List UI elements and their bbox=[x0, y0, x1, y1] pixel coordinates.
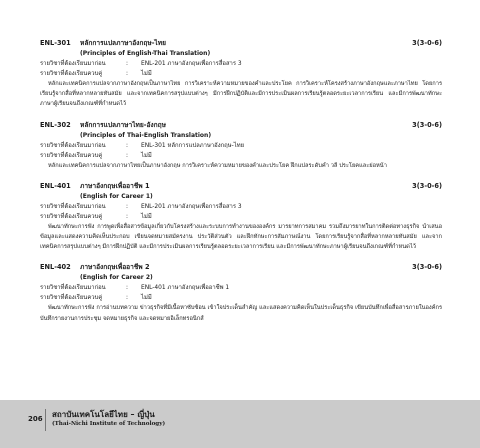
corequisite-label: รายวิชาที่ต้องเรียนควบคู่ bbox=[40, 71, 103, 77]
course-header bbox=[40, 38, 442, 49]
course-code: ENL-401 bbox=[40, 181, 71, 190]
footer-divider bbox=[45, 409, 46, 431]
prerequisite-value: ENL-201 ภาษาอังกฤษเพื่อการสื่อสาร 3 bbox=[141, 203, 242, 210]
colon: : bbox=[126, 142, 128, 149]
corequisite-value: ไม่มี bbox=[141, 152, 152, 159]
corequisite-row bbox=[40, 151, 442, 161]
course-description: พัฒนาทักษะการฟัง การอ่านบทความ ข่าวธุรกิจที่มีเนื้อหาซับซ้อน เข้าใจประเด็นสำคัญ และแสดงความคิดเห็นในประเด็นธุรกิจ เขียนบันทึกเพื่อสื่อสารภายในองค์กร บันทึกรายงานการประชุม จดหมายธุรกิจ และจดหมายอิเล็กทรอนิกส์ bbox=[40, 305, 442, 322]
prerequisite-label: รายวิชาที่ต้องเรียนมาก่อน bbox=[40, 142, 106, 149]
corequisite-label: รายวิชาที่ต้องเรียนควบคู่ bbox=[40, 295, 103, 302]
course-header bbox=[40, 120, 442, 131]
course-description: หลักและเทคนิคการแปลจากภาษาไทยเป็นภาษาอังกฤษ การวิเคราะห์ความหมายของคำและประโยค ฝึกแปลระดับคำ วลี ประโยคและย่อหน้า bbox=[48, 162, 387, 169]
course-entry bbox=[40, 120, 442, 171]
course-title: ภาษาอังกฤษเพื่ออาชีพ 1 bbox=[80, 181, 150, 190]
course-list bbox=[40, 38, 442, 334]
colon: : bbox=[126, 213, 128, 220]
prerequisite-row bbox=[40, 283, 442, 293]
colon: : bbox=[126, 203, 128, 210]
prerequisite-value: ENL-201 ภาษาอังกฤษเพื่อการสื่อสาร 3 bbox=[141, 61, 242, 67]
course-subtitle: (English for Career 1) bbox=[80, 192, 153, 200]
course-description: หลักและเทคนิคการแปลจากภาษาอังกฤษเป็นภาษาไทย การวิเคราะห์ความหมายของคำและประโยค การวิเคราะห์โครงสร้างภาษาอังกฤษและภาษาไทย โดยการเรียนรู้จากสื่อที่หลากหลายทันสมัย และจากเทคนิคการสรุปแบบต่างๆ มีการฝึกปฏิบัติและมีการประเมินผลการเรียนรู้ตลอดระยะเวลาการเรียน และมีการพัฒนาทักษะภาษาผู้เรียนจนถึงเกณฑ์ที่กำหนดไว้ bbox=[40, 81, 442, 108]
prerequisite-row bbox=[40, 59, 442, 69]
course-credit: 3(3-0-6) bbox=[412, 120, 442, 129]
prerequisite-value: ENL-301 หลักการแปลภาษาอังกฤษ-ไทย bbox=[141, 142, 245, 149]
prerequisite-label: รายวิชาที่ต้องเรียนมาก่อน bbox=[40, 285, 106, 292]
colon: : bbox=[126, 71, 128, 77]
colon: : bbox=[126, 285, 128, 292]
corequisite-label: รายวิชาที่ต้องเรียนควบคู่ bbox=[40, 213, 103, 220]
course-entry bbox=[40, 38, 442, 110]
colon: : bbox=[126, 152, 128, 159]
course-credit: 3(3-0-6) bbox=[412, 263, 442, 272]
corequisite-label: รายวิชาที่ต้องเรียนควบคู่ bbox=[40, 152, 103, 159]
corequisite-value: ไม่มี bbox=[141, 213, 152, 220]
prerequisite-row bbox=[40, 141, 442, 151]
course-header bbox=[40, 181, 442, 192]
institute-name-thai: สถาบันเทคโนโลยีไทย – ญี่ปุ่น bbox=[52, 409, 155, 419]
corequisite-value: ไม่มี bbox=[141, 71, 152, 77]
course-entry bbox=[40, 262, 442, 323]
page-footer bbox=[0, 400, 480, 448]
prerequisite-row bbox=[40, 202, 442, 212]
corequisite-value: ไม่มี bbox=[141, 295, 152, 302]
course-title: หลักการแปลภาษาไทย-อังกฤษ bbox=[80, 120, 166, 129]
colon: : bbox=[126, 295, 128, 302]
course-credit: 3(3-0-6) bbox=[412, 39, 442, 47]
course-description: พัฒนาทักษะการฟัง การพูดเพื่อสื่อสารข้อมูลเกี่ยวกับโครงสร้างและระบบการทำงานขององค์กร มารยาทการสมาคม รวมถึงมารยาทในการติดต่อทางธุรกิจ นำเสนอข้อมูลและแสดงความคิดเห็นประกอบ เขียนจดหมายสมัครงาน ประวัติส่วนตัว และฝึกทักษะการสัมภาษณ์งาน โดยการเรียนรู้จากสื่อที่หลากหลายทันสมัย และจากเทคนิคการสรุปแบบต่างๆ มีการฝึกปฏิบัติ และมีการประเมินผลการเรียนรู้ตลอดระยะเวลาการเรียน และมีการพัฒนาทักษะภาษาผู้เรียนจนถึงเกณฑ์ที่กำหนดไว้ bbox=[40, 223, 442, 251]
course-header bbox=[40, 262, 442, 273]
course-code: ENL-301 bbox=[40, 39, 71, 47]
course-subtitle: (Principles of Thai-English Translation) bbox=[80, 131, 212, 139]
corequisite-row bbox=[40, 69, 442, 79]
colon: : bbox=[126, 61, 128, 67]
corequisite-row bbox=[40, 293, 442, 303]
course-subtitle: (English for Career 2) bbox=[80, 274, 153, 282]
course-code: ENL-402 bbox=[40, 263, 71, 272]
course-title: ภาษาอังกฤษเพื่ออาชีพ 2 bbox=[80, 263, 150, 272]
prerequisite-label: รายวิชาที่ต้องเรียนมาก่อน bbox=[40, 203, 106, 210]
course-entry bbox=[40, 181, 442, 253]
prerequisite-value: ENL-401 ภาษาอังกฤษเพื่ออาชีพ 1 bbox=[141, 285, 230, 292]
prerequisite-label: รายวิชาที่ต้องเรียนมาก่อน bbox=[40, 61, 106, 67]
course-subtitle: (Principles of English-Thai Translation) bbox=[80, 50, 211, 57]
page-number: 206 bbox=[28, 415, 43, 423]
corequisite-row bbox=[40, 212, 442, 222]
institute-name-english: (Thai-Nichi Institute of Technology) bbox=[52, 421, 166, 427]
course-title: หลักการแปลภาษาอังกฤษ-ไทย bbox=[80, 39, 166, 47]
course-credit: 3(3-0-6) bbox=[412, 181, 442, 190]
course-code: ENL-302 bbox=[40, 120, 71, 129]
